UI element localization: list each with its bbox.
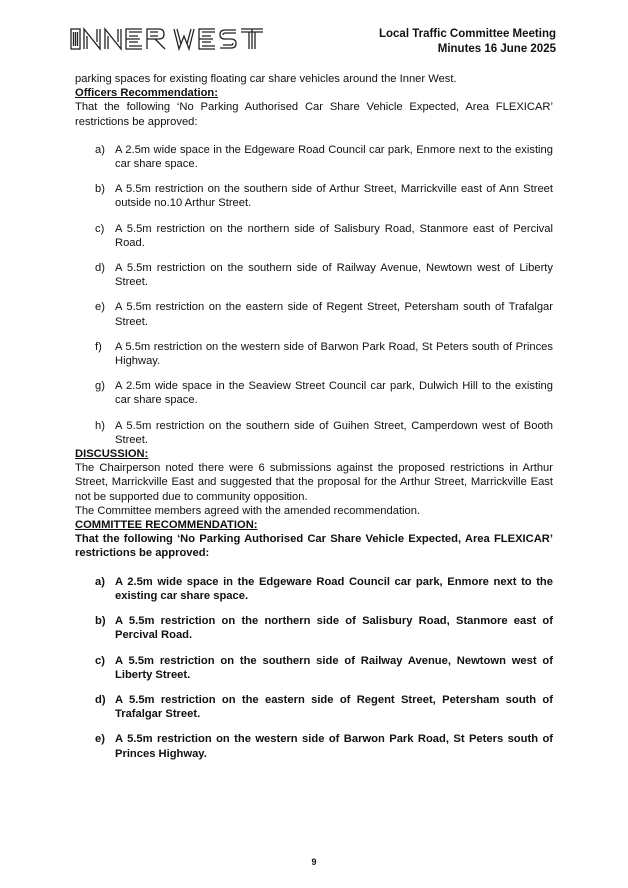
list-marker: d) (95, 693, 106, 706)
inner-west-logo (70, 26, 270, 52)
list-item (75, 300, 553, 328)
page-number: 9 (311, 857, 317, 867)
document-body (75, 72, 553, 761)
discussion-heading: DISCUSSION: (75, 448, 149, 461)
committee-recommendation-lead: That the following ‘No Parking Authorised Car Share Vehicle Expected, Area FLEXICAR’ restrictions be approved: (75, 533, 553, 560)
list-item-text: A 5.5m restriction on the eastern side of Regent Street, Petersham south of Trafalgar Street. (115, 301, 553, 328)
list-item-text: A 2.5m wide space in the Seaview Street Council car park, Dulwich Hill to the existing car share space. (115, 380, 553, 407)
intro-paragraph: parking spaces for existing floating car share vehicles around the Inner West. (75, 73, 457, 85)
meeting-title-line2: Minutes 16 June 2025 (437, 43, 556, 55)
list-marker: g) (95, 380, 105, 393)
list-item (75, 222, 553, 250)
discussion-paragraph: The Chairperson noted there were 6 submissions against the proposed restrictions in Arthur Street, Marrickville East and suggested that the proposal for the Arthur Street, Marrickville East not be supported due to community opposition. (75, 462, 553, 503)
meeting-title (379, 27, 556, 57)
list-item (75, 379, 553, 407)
list-item (75, 261, 553, 289)
committee-recommendation-list (75, 575, 553, 761)
list-marker: d) (95, 262, 105, 275)
list-item-text: A 5.5m restriction on the southern side of Guihen Street, Camperdown west of Booth Street. (115, 419, 553, 446)
list-marker: c) (95, 222, 105, 235)
list-marker: b) (95, 183, 105, 196)
list-item-text: A 5.5m restriction on the southern side of Arthur Street, Marrickville east of Ann Street outside no.10 Arthur Street. (115, 183, 553, 210)
list-marker: h) (95, 419, 105, 432)
list-item-text: A 2.5m wide space in the Edgeware Road Council car park, Enmore next to the existing car share space. (115, 143, 553, 171)
list-marker: e) (95, 733, 105, 746)
list-marker: a) (95, 575, 105, 588)
list-item (75, 654, 553, 682)
list-marker: e) (95, 301, 105, 314)
officers-recommendation-list (75, 143, 553, 447)
list-item-text: A 5.5m restriction on the northern side of Salisbury Road, Stanmore east of Percival Road. (115, 615, 553, 642)
list-item (75, 732, 553, 760)
officers-recommendation-lead: That the following ‘No Parking Authorised Car Share Vehicle Expected, Area FLEXICAR’ restrictions be approved: (75, 101, 553, 128)
list-item (75, 614, 553, 642)
list-item (75, 419, 553, 447)
meeting-title-line1: Local Traffic Committee Meeting (378, 28, 556, 40)
list-marker: c) (95, 654, 105, 667)
list-item (75, 182, 553, 210)
list-item-text: A 5.5m restriction on the western side of Barwon Park Road, St Peters south of Princes Highway. (115, 733, 553, 760)
list-item-text: A 5.5m restriction on the eastern side of Regent Street, Petersham south of Trafalgar Street. (115, 693, 553, 721)
committee-recommendation-heading: COMMITTEE RECOMMENDATION: (75, 519, 258, 532)
list-item-text: A 5.5m restriction on the southern side of Railway Avenue, Newtown west of Liberty Street. (115, 262, 553, 289)
officers-recommendation-heading: Officers Recommendation: (75, 87, 218, 100)
list-marker: a) (95, 143, 105, 156)
discussion-agreement: The Committee members agreed with the amended recommendation. (75, 504, 421, 517)
list-item-text: A 5.5m restriction on the western side of Barwon Park Road, St Peters south of Princes Highway. (115, 340, 553, 368)
list-item (75, 143, 553, 171)
page-header (70, 22, 556, 62)
list-item (75, 340, 553, 368)
list-marker: b) (95, 615, 106, 628)
list-item (75, 575, 553, 603)
list-item-text: A 2.5m wide space in the Edgeware Road Council car park, Enmore next to the existing car share space. (115, 575, 553, 602)
list-item (75, 693, 553, 721)
list-item-text: A 5.5m restriction on the northern side of Salisbury Road, Stanmore east of Percival Road. (115, 222, 553, 249)
list-marker: f) (95, 340, 102, 353)
list-item-text: A 5.5m restriction on the southern side of Railway Avenue, Newtown west of Liberty Street. (115, 654, 553, 681)
